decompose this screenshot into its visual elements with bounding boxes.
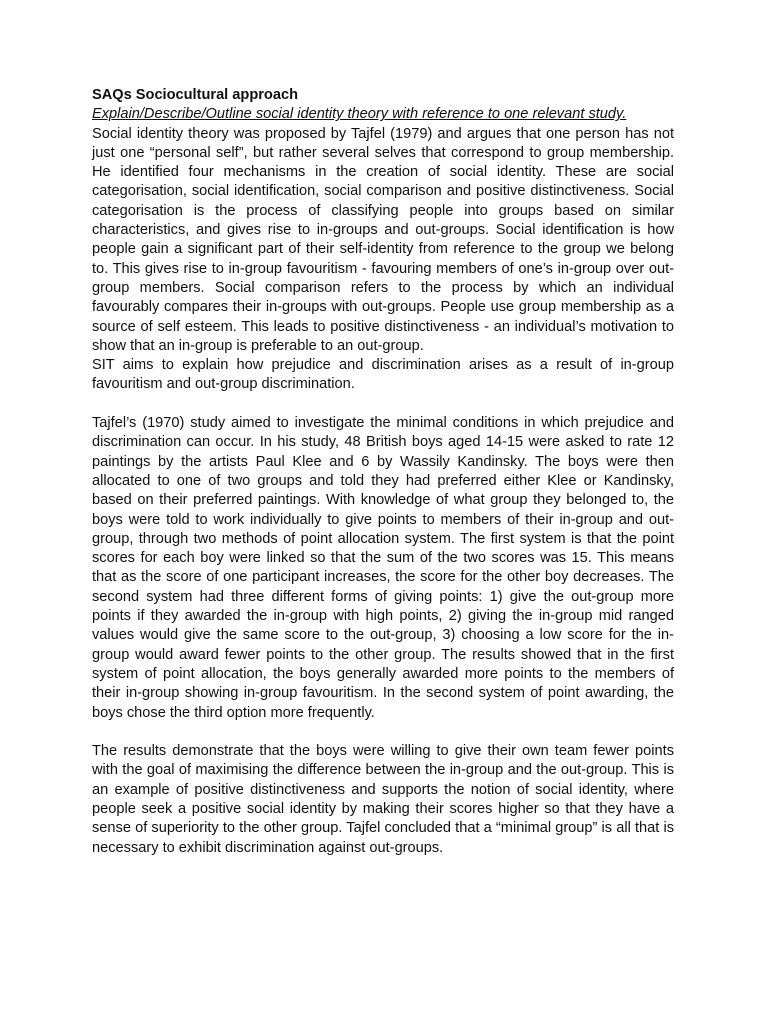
question-prompt: Explain/Describe/Outline social identity theory with reference to one relevant study. <box>92 106 627 123</box>
document-page <box>92 86 674 858</box>
paragraph-spacer <box>92 723 674 742</box>
paragraph-sit-aim: SIT aims to explain how prejudice and discrimination arises as a result of in-group favouritism and out-group discrimination. <box>92 357 674 393</box>
paragraph-results-conclusion: The results demonstrate that the boys were willing to give their own team fewer points with the goal of maximising the difference between the in-group and the out-group. This is an example of positive distinctiveness and supports the notion of social identity, where people seek a positive social identity by making their scores higher so that they have a sense of superiority to the other group. Tajfel concluded that a “minimal group” is all that is necessary to exhibit discrimination against out-groups. <box>92 743 674 856</box>
paragraph-spacer <box>92 395 674 414</box>
paragraph-sit-definition: Social identity theory was proposed by Tajfel (1979) and argues that one person has not just one “personal self”, but rather several selves that correspond to group membership. He identified four mechanisms in the creation of social identity. These are social categorisation, social identification, social comparison and positive distinctiveness. Social categorisation is the process of classifying people into groups based on similar characteristics, and gives rise to in-groups and out-groups. Social identification is how people gain a significant part of their self-identity from reference to the group we belong to. This gives rise to in-group favouritism - favouring members of one’s in-group over out-group members. Social comparison refers to the process by which an individual favourably compares their in-groups with out-groups. People use group membership as a source of self esteem. This leads to positive distinctiveness - an individual’s motivation to show that an in-group is preferable to an out-group. <box>92 125 674 354</box>
paragraph-tajfel-study: Tajfel’s (1970) study aimed to investigate the minimal conditions in which prejudice and discrimination can occur. In his study, 48 British boys aged 14-15 were asked to rate 12 paintings by the artists Paul Klee and 6 by Wassily Kandinsky. The boys were then allocated to one of two groups and told they had preferred either Klee or Kandinsky, based on their preferred paintings. With knowledge of what group they belonged to, the boys were told to work individually to give points to members of their in-group and out-group, through two methods of point allocation system. The first system is that the point scores for each boy were linked so that the sum of the two scores was 15. This means that as the score of one participant increases, the score for the other boy decreases. The second system had three different forms of giving points: 1) give the out-group more points if they awarded the in-group with high points, 2) giving the in-group mid ranged values would give the same score to the out-group, 3) choosing a low score for the in-group would award fewer points to the other group. The results showed that in the first system of point allocation, the boys generally awarded more points to the members of their in-group showing in-group favouritism. In the second system of point awarding, the boys chose the third option more frequently. <box>92 415 674 721</box>
document-title: SAQs Sociocultural approach <box>92 87 298 103</box>
